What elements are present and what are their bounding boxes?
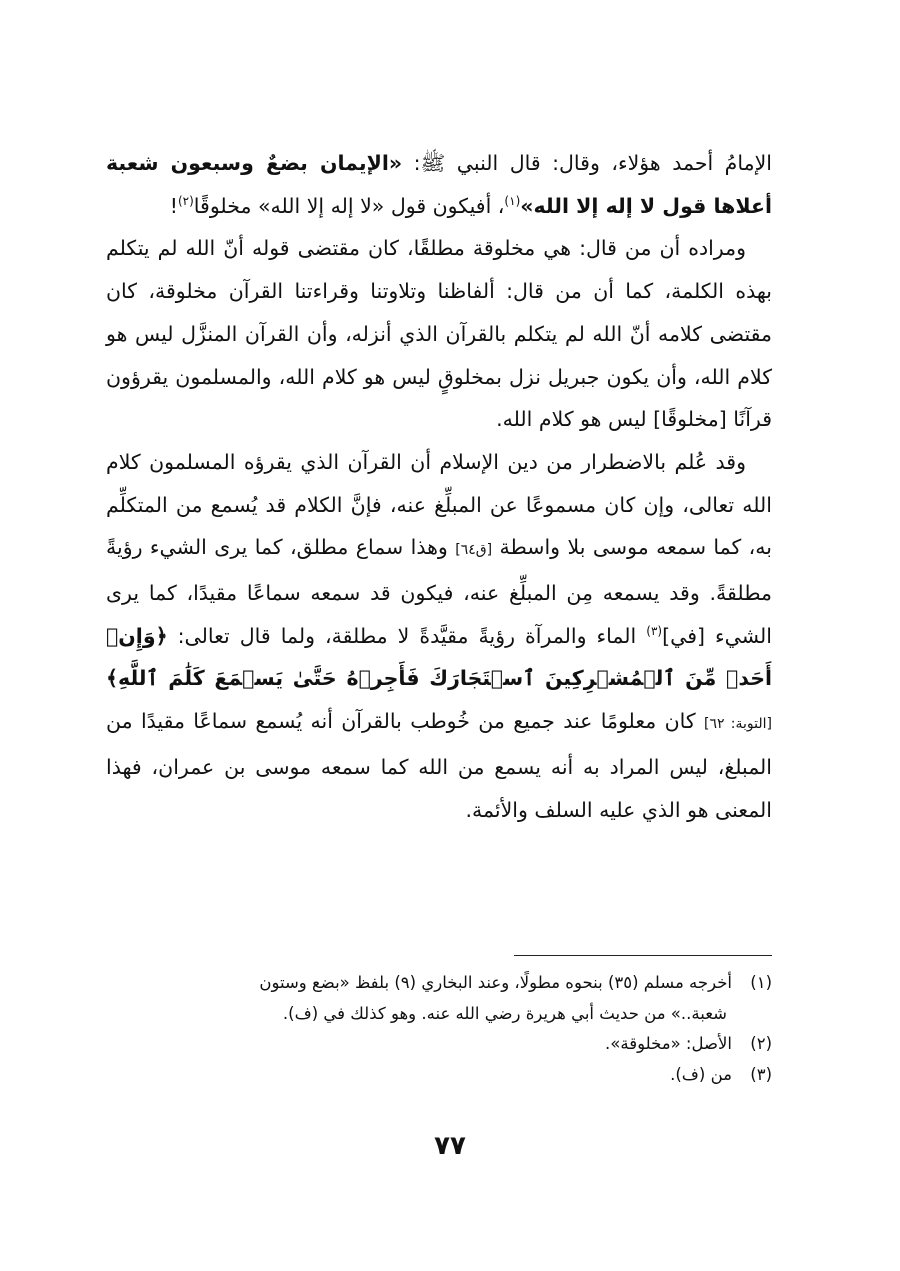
footnote-1: (١)أخرجه مسلم (٣٥) بنحوه مطولًا، وعند البخاري (٩) بلفظ «بضع وستون: [106, 968, 772, 999]
footnote-divider: [514, 955, 772, 956]
quran-verse: ﴿وَإِنۡ أَحَدٞ مِّنَ ٱلۡمُشۡرِكِينَ ٱسۡتَجَارَكَ فَأَجِرۡهُ حَتَّىٰ يَسۡمَعَ كَلَٰمَ ٱللَّهِ﴾: [106, 623, 772, 691]
paragraph-3: وقد عُلم بالاضطرار من دين الإسلام أن القرآن الذي يقرؤه المسلمون كلام الله تعالى، وإن كان مسموعًا عن المبلِّغ عنه، فإنَّ الكلام قد يُسمع من المتكلِّم به، كما سمعه موسى بلا واسطة [ق٦٤] وهذا سماع مطلق، كما يرى الشيء رؤيةً مطلقةً. وقد يسمعه مِن المبلِّغ عنه، فيكون قد سمعه سماعًا مقيدًا، كما يرى الشيء [في]$^{(٣)}$ الماء والمرآة رؤيةً مقيَّدةً لا مطلقة، ولما قال تعالى: ﴿وَإِنۡ أَحَدٞ مِّنَ ٱلۡمُشۡرِكِينَ ٱسۡتَجَارَكَ فَأَجِرۡهُ حَتَّىٰ يَسۡمَعَ كَلَٰمَ ٱللَّهِ﴾ [التوبة: ٦٢] كان معلومًا عند جميع من خُوطب بالقرآن أنه يُسمع سماعًا مقيدًا من المبلغ، ليس المراد به أنه يسمع من الله كما سمعه موسى بن عمران، فهذا المعنى هو الذي عليه السلف والأئمة.: [106, 449, 772, 822]
footnotes: [106, 968, 772, 1090]
manuscript-marker: [ق٦٤]: [455, 542, 493, 559]
page-number: ٧٧: [434, 1131, 466, 1161]
verse-reference: [التوبة: ٦٢]: [704, 716, 772, 733]
footnote-2: (٢)الأصل: «مخلوقة».: [106, 1029, 772, 1060]
footnote-ref-1[interactable]: (١): [504, 193, 521, 208]
paragraph-2: ومراده أن من قال: هي مخلوقة مطلقًا، كان مقتضى قوله أنّ الله لم يتكلم بهذه الكلمة، كما أن من قال: ألفاظنا وتلاوتنا وقراءتنا القرآن مخلوقة، كان مقتضى كلامه أنّ الله لم يتكلم بالقرآن الذي أنزله، وأن القرآن المنزَّل ليس هو كلام الله، وأن يكون جبريل نزل بمخلوقٍ ليس هو كلام الله، والمسلمون يقرؤون قرآنًا [مخلوقًا] ليس هو كلام الله.: [106, 236, 772, 432]
footnote-3: (٣)من (ف).: [106, 1060, 772, 1091]
hadith-quote: «الإيمان بضعٌ وسبعون شعبة أعلاها قول لا إله إلا الله»: [106, 151, 772, 218]
main-text: [106, 142, 772, 831]
footnote-ref-2[interactable]: (٢): [177, 193, 194, 208]
footnote-number: (٢): [750, 1034, 772, 1053]
footnote-number: (٣): [750, 1064, 772, 1084]
paragraph-1: الإمامُ أحمد هؤلاء، وقال: قال النبي ﷺ: «الإيمان بضعٌ وسبعون شعبة أعلاها قول لا إله إلا الله»$^{(١)}$، أفيكون قول «لا إله إلا الله» مخلوقًا$^{(٢)}$!: [106, 151, 772, 218]
footnote-number: (١): [750, 973, 772, 992]
footnote-1-continued: شعبة..» من حديث أبي هريرة رضي الله عنه. وهو كذلك في (ف).: [282, 1003, 727, 1023]
footnote-ref-3[interactable]: (٣): [646, 623, 663, 638]
